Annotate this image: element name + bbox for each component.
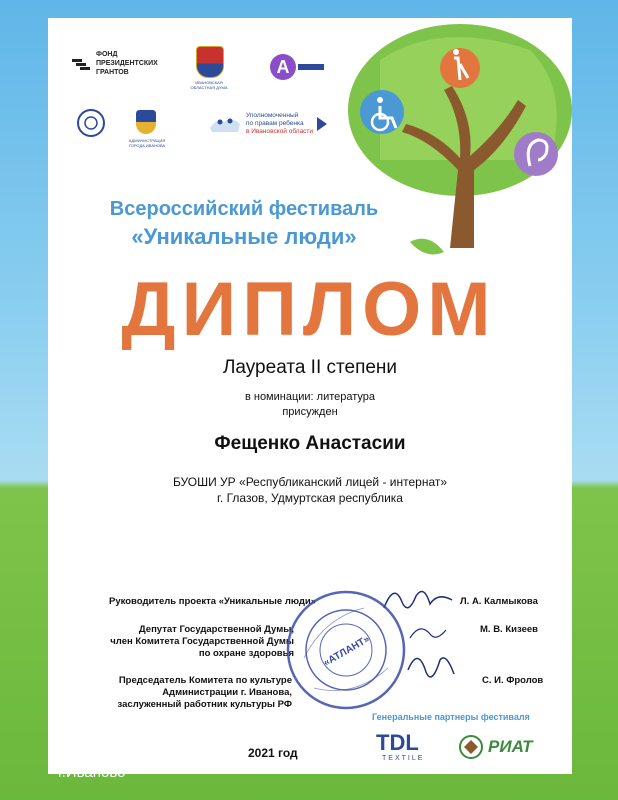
signature-role-3: Председатель Комитета по культуре Администрации г. Иванова, заслуженный работник культуры РФ [117,675,292,710]
laureate-degree: Лауреата II степени [222,357,398,378]
wheelchair-icon [360,90,404,134]
signature-name-2: М. В. Кизеев [480,624,538,635]
duma-caption: ИВАНОВСКАЯ ОБЛАСТНАЯ ДУМА [190,80,228,90]
city-label: г.Иваново [58,764,126,781]
riat-emblem-icon [458,734,484,760]
svg-text:TEXTILE: TEXTILE [382,755,425,762]
children-silhouette-icon [208,114,242,134]
signature-name-1: Л. А. Калмыкова [460,596,538,607]
svg-text:A: A [276,57,290,77]
partners-label: Генеральные партнеры фестиваля [372,712,530,722]
hearing-icon [514,132,558,176]
presidential-grants-logo: ФОНД ПРЕЗИДЕНТСКИХ ГРАНТОВ [72,50,158,77]
festival-title-line2: «Уникальные люди» [131,224,357,249]
nomination: в номинации: литература [244,391,376,403]
official-stamp [284,588,408,712]
stamp-center-text: «АТЛАНТ» [321,633,372,669]
signature-role-1: Руководитель проекта «Уникальные люди» [109,596,316,607]
city-admin-caption: АДМИНИСТРАЦИЯ ГОРОДА ИВАНОВА [128,138,166,148]
emblem-circle-icon [76,108,106,138]
diploma-year: 2021 год [248,746,298,760]
svg-text:TDL: TDL [376,730,419,755]
signature-role-2: Депутат Государственной Думы, член Комитета Государственной Думы по охране здоровья [110,624,294,659]
fpg-mark-icon [72,57,90,71]
tdl-textile-logo [372,730,442,762]
ombudsman-logo: Уполномоченный по правам ребенка в Ивановской области [208,112,327,136]
festival-title-line1: Всероссийский фестиваль [109,198,379,220]
duma-crest-icon [196,46,224,78]
signature-name-3: С. И. Фролов [482,675,544,686]
arrow-icon [317,117,327,131]
recipient-organization: БУОШИ УР «Республиканский лицей - интернат» [172,475,448,489]
recipient-location: г. Глазов, Удмуртская республика [217,491,403,505]
riat-logo: РИАТ [458,734,533,760]
diploma-title: ДИПЛОМ [121,267,497,352]
a-letter-logo [268,52,328,82]
recipient-name: Фещенко Анастасии [214,433,406,454]
city-admin-crest-icon [136,110,156,134]
awarded-label: присужден [282,406,338,418]
